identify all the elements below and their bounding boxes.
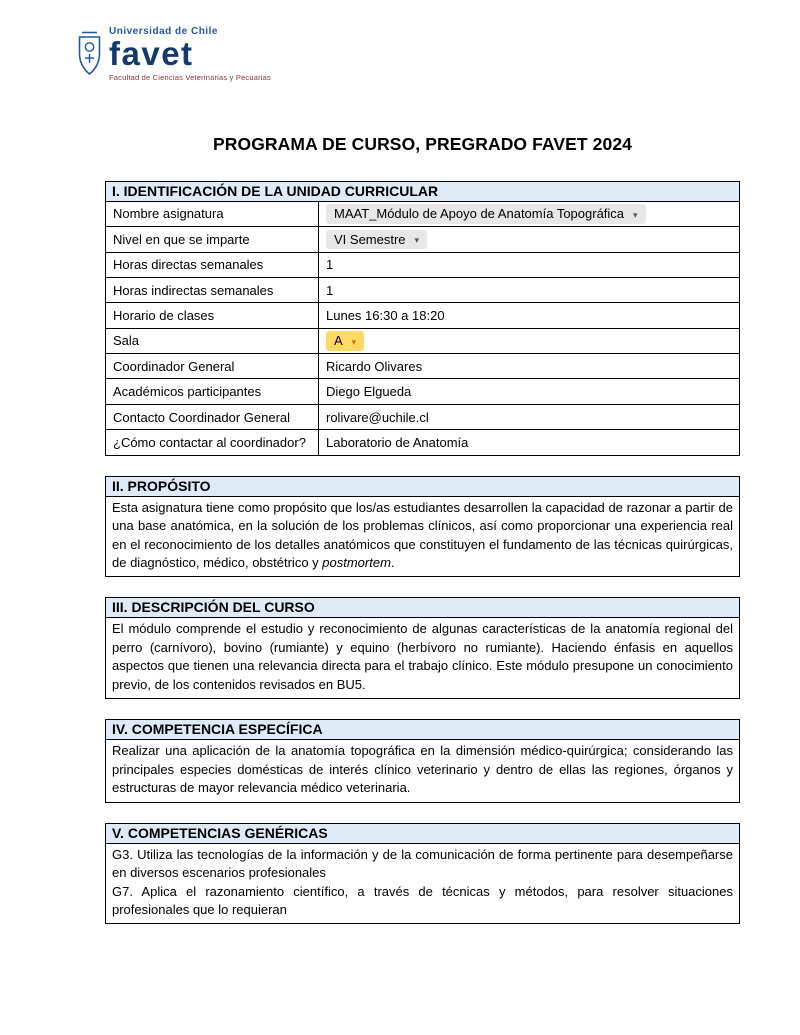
field-value-cell xyxy=(319,354,740,379)
academicos-participantes-value: Diego Elgueda xyxy=(326,384,412,400)
section-competencias-genericas-header: V. COMPETENCIAS GENÉRICAS xyxy=(105,823,740,844)
horario-clases-label: Horario de clases xyxy=(106,303,319,328)
row-horas-directas xyxy=(106,252,740,277)
como-contactar-value: Laboratorio de Anatomía xyxy=(326,434,469,450)
faculty-name: Facultad de Ciencias Veterinarias y Pecuarias xyxy=(109,72,271,82)
section-identificacion-header: I. IDENTIFICACIÓN DE LA UNIDAD CURRICULAR xyxy=(105,181,740,202)
nombre-asignatura-label: Nombre asignatura xyxy=(106,201,319,226)
sala-label: Sala xyxy=(106,328,319,353)
horas-indirectas-value: 1 xyxy=(326,282,334,298)
coordinador-general-value: Ricardo Olivares xyxy=(326,358,423,374)
section-identificacion xyxy=(105,181,740,456)
dropdown-value: VI Semestre xyxy=(334,231,406,247)
como-contactar-label: ¿Cómo contactar al coordinador? xyxy=(106,430,319,455)
competencias-genericas-text xyxy=(105,844,740,925)
field-value-cell xyxy=(319,379,740,404)
proposito-text-main: Esta asignatura tiene como propósito que los/as estudiantes desarrollen la capacidad de razonar a partir de una base anatómica, en la solución de los problemas clínicos, así como proporcionar una experiencia real en el reconocimiento de los detalles anatómicos que constituyen el fundamento de las técnicas quirúrgicas, de diagnóstico, médico, obstétrico y xyxy=(112,499,733,570)
field-value-cell xyxy=(319,201,740,226)
favet-logo xyxy=(76,26,271,82)
proposito-text xyxy=(105,497,740,578)
chevron-down-icon: ▾ xyxy=(414,235,420,246)
row-sala xyxy=(106,328,740,353)
descripcion-text: El módulo comprende el estudio y reconocimiento de algunas características de la anatomía regional del perro (carnívoro), bovino (rumiante) y equino (herbívoro no rumiante). Haciendo énfasis en aquellos aspectos que tienen una relevancia directa para el trabajo clínico. Este módulo presupone un conocimiento previo, de los contenidos revisados en BU5. xyxy=(105,618,740,699)
field-value-cell xyxy=(319,252,740,277)
section-competencia-especifica-header: IV. COMPETENCIA ESPECÍFICA xyxy=(105,719,740,740)
horario-clases-value: Lunes 16:30 a 18:20 xyxy=(326,307,445,323)
proposito-text-end: . xyxy=(390,554,395,570)
horas-directas-label: Horas directas semanales xyxy=(106,252,319,277)
dropdown-value: A xyxy=(334,333,343,349)
section-descripcion-header: III. DESCRIPCIÓN DEL CURSO xyxy=(105,597,740,618)
sala-dropdown[interactable] xyxy=(326,331,364,351)
academicos-participantes-label: Académicos participantes xyxy=(106,379,319,404)
page-title: PROGRAMA DE CURSO, PREGRADO FAVET 2024 xyxy=(212,133,632,154)
university-name: Universidad de Chile xyxy=(109,26,218,37)
universidad-de-chile-crest-icon xyxy=(76,30,103,82)
row-nivel-imparte xyxy=(106,227,740,252)
horas-directas-value: 1 xyxy=(326,257,334,273)
row-academicos-participantes xyxy=(106,379,740,404)
competencia-g7: G7. Aplica el razonamiento científico, a través de técnicas y métodos, para resolver situaciones profesionales que lo requieran xyxy=(112,883,733,917)
chevron-down-icon: ▾ xyxy=(633,209,638,220)
section-competencia-especifica xyxy=(105,719,740,802)
row-coordinador-general xyxy=(106,354,740,379)
section-proposito-header: II. PROPÓSITO xyxy=(105,476,740,497)
contacto-coordinador-label: Contacto Coordinador General xyxy=(106,404,319,429)
field-value-cell xyxy=(319,404,740,429)
favet-wordmark: favet xyxy=(109,35,194,72)
contacto-coordinador-value: rolivare@uchile.cl xyxy=(326,409,429,425)
section-proposito xyxy=(105,476,740,578)
horas-indirectas-label: Horas indirectas semanales xyxy=(106,277,319,302)
field-value-cell xyxy=(319,303,740,328)
row-horas-indirectas xyxy=(106,277,740,302)
nivel-imparte-label: Nivel en que se imparte xyxy=(106,227,319,252)
competencia-g3: G3. Utiliza las tecnologías de la información y de la comunicación de forma pertinente para desempeñarse en diversos escenarios profesionales xyxy=(112,846,733,881)
field-value-cell xyxy=(319,277,740,302)
nombre-asignatura-dropdown[interactable] xyxy=(326,204,646,224)
section-competencias-genericas xyxy=(105,823,740,925)
chevron-down-icon: ▾ xyxy=(351,336,357,347)
nivel-imparte-dropdown[interactable] xyxy=(326,230,427,250)
row-horario-clases xyxy=(106,303,740,328)
field-value-cell xyxy=(319,328,740,353)
section-descripcion xyxy=(105,597,740,699)
dropdown-value: MAAT_Módulo de Apoyo de Anatomía Topográfica xyxy=(334,206,625,222)
field-value-cell xyxy=(319,430,740,455)
coordinador-general-label: Coordinador General xyxy=(106,354,319,379)
competencia-especifica-text: Realizar una aplicación de la anatomía topográfica en la dimensión médico-quirúrgica; considerando las principales especies domésticas de interés clínico veterinario y dentro de ellas las regiones, órganos y estructuras de mayor relevancia médico veterinaria. xyxy=(105,740,740,802)
row-nombre-asignatura xyxy=(106,201,740,226)
identificacion-table-body xyxy=(106,201,740,455)
row-como-contactar xyxy=(106,430,740,455)
row-contacto-coordinador xyxy=(106,404,740,429)
logo-text-block xyxy=(109,26,271,82)
proposito-text-italic: postmortem xyxy=(322,554,391,570)
field-value-cell xyxy=(319,227,740,252)
identificacion-table xyxy=(105,201,740,456)
